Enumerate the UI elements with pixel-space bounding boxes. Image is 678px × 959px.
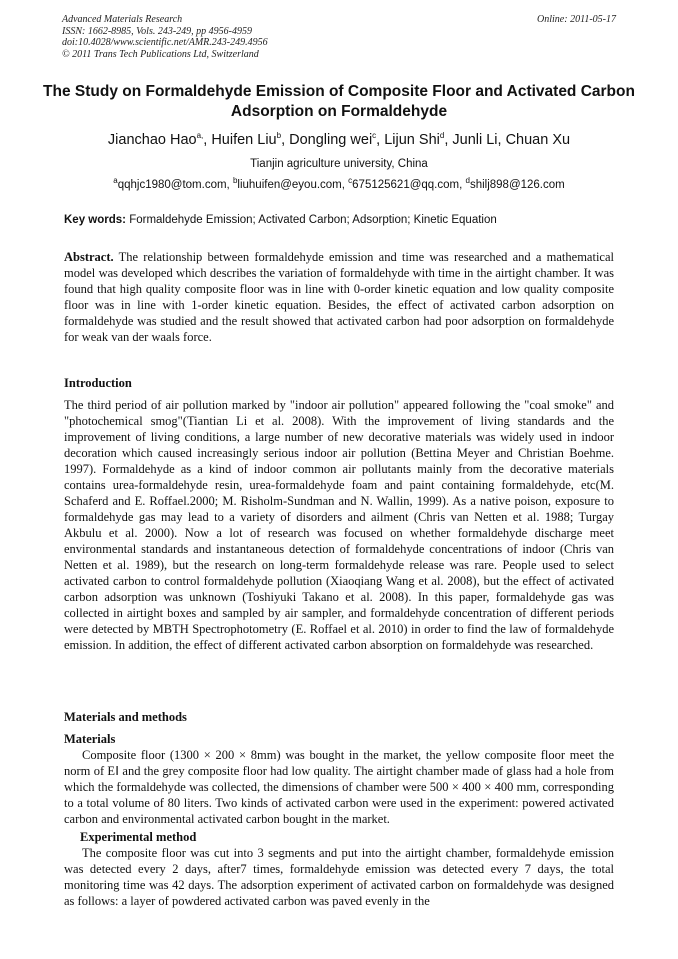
author-separator: ,	[203, 132, 212, 148]
author-name: Chuan Xu	[505, 132, 571, 148]
journal-name: Advanced Materials Research	[62, 14, 183, 25]
email-separator: ,	[226, 179, 233, 191]
experimental-paragraph: The composite floor was cut into 3 segments and put into the airtight chamber, formaldehyde emission was detected every 2 days, after7 times, formaldehyde emission was detected every 7 days, the total monitoring time was 42 days. The adsorption experiment of activated carbon on formaldehyde was designed as follows: a layer of powdered activated carbon was paved evenly in the	[64, 846, 614, 908]
author-name: Lijun Shi	[384, 132, 440, 148]
journal-copyright: © 2011 Trans Tech Publications Ltd, Switzerland	[62, 48, 259, 60]
author-list	[20, 130, 658, 150]
author-affil-mark: b	[276, 131, 282, 141]
email-mark: c	[348, 176, 353, 186]
author-name: Junli Li	[452, 132, 498, 148]
keywords-text: Formaldehyde Emission; Activated Carbon; Adsorption; Kinetic Equation	[126, 214, 497, 226]
journal-issn: ISSN: 1662-8985, Vols. 243-249, pp 4956-4959	[62, 25, 252, 37]
abstract-label: Abstract.	[64, 250, 114, 264]
email-address[interactable]: liuhuifen@eyou.com	[237, 179, 342, 191]
author-separator: ,	[444, 132, 453, 148]
email-separator: ,	[341, 179, 349, 191]
paper-title: The Study on Formaldehyde Emission of Composite Floor and Activated Carbon Adsorption on Formaldehyde	[43, 83, 635, 120]
email-list	[20, 178, 658, 193]
materials-paragraph: Composite floor (1300 × 200 × 8mm) was bought in the market, the yellow composite floor meet the norm of EⅠ and the grey composite floor had low quality. The airtight chamber made of glass had a hole from which the formaldehyde was collected, the dimensions of chamber were 500 × 400 × 400 mm, corresponding to a total volume of 80 liters. Two kinds of activated carbon were used in the experiment: powered activated carbon and environmental activated carbon bought in the market.	[64, 748, 614, 826]
materials-heading: Materials	[64, 732, 116, 746]
keywords	[64, 213, 616, 228]
journal-doi: doi:10.4028/www.scientific.net/AMR.243-249.4956	[62, 37, 268, 48]
author-affil-mark: a,	[196, 131, 204, 141]
materials-text	[64, 747, 614, 827]
email-separator: ,	[459, 179, 466, 191]
author-affil-mark: c	[372, 131, 377, 141]
keywords-label: Key words:	[64, 214, 126, 226]
author-separator: ,	[497, 132, 506, 148]
author-separator: ,	[376, 132, 385, 148]
author-separator: ,	[281, 132, 290, 148]
introduction-paragraph: The third period of air pollution marked by "indoor air pollution" appeared following the "coal smoke" and "photochemical smog"(Tiantian Li et al. 2008). With the improvement of living standards and the improvement of living conditions, a large number of new decorative materials was widely used in indoor decoration which caused increasingly serious indoor air pollution (Bettina Meyer and Christian Boehme. 1997). Formaldehyde as a kind of indoor common air pollutants mainly from the decorative materials contains urea-formaldehyde resin, urea-formaldehyde foam and paint containing formaldehyde, etc(M. Schaferd and E. Roffael.2000; M. Risholm-Sundman and N. Wallin, 1999). As a native poison, exposure to formaldehyde gas may lead to a variety of disorders and ailment (Chris van Netten et al. 1988; Turgay Akbulu et al. 2000). Now a lot of research was focused on whether formaldehyde discharge meet environmental standards and instantaneous detection of formaldehyde concentrations of indoor (Chris van Netten et al. 1989), but the research on long-term formaldehyde release was rare. People used to select activated carbon to control formaldehyde pollution (Xiaoqiang Wang et al. 2008), but the effect of activated carbon adsorption was unknown (Toshiyuki Takano et al. 2008). In this paper, formaldehyde gas was collected in airtight boxes and sampled by air sampler, and formaldehyde concentration of different periods were detected by MBTH Spectrophotometry (E. Roffael et al. 2010) in order to find the law of formaldehyde emission. In addition, the effect of different activated carbon absorption on formaldehyde was researched.	[64, 398, 614, 652]
email-address[interactable]: shilj898@126.com	[469, 179, 565, 191]
experimental-text	[64, 845, 614, 909]
email-mark: a	[113, 176, 118, 186]
email-mark: d	[465, 176, 470, 186]
author-name: Huifen Liu	[211, 132, 277, 148]
methods-heading: Materials and methods	[64, 710, 187, 724]
introduction-heading: Introduction	[64, 376, 132, 390]
email-address[interactable]: 675125621@qq.com	[352, 179, 460, 191]
email-mark: b	[232, 176, 238, 186]
experimental-heading: Experimental method	[80, 830, 197, 844]
online-date: Online: 2011-05-17	[537, 14, 616, 25]
introduction-text	[64, 397, 614, 653]
affiliation: Tianjin agriculture university, China	[250, 158, 428, 170]
abstract	[64, 249, 614, 345]
email-address[interactable]: qqhjc1980@tom.com	[117, 179, 227, 191]
author-affil-mark: d	[439, 131, 445, 141]
author-name: Jianchao Hao	[107, 132, 197, 148]
abstract-text: The relationship between formaldehyde emission and time was researched and a mathematical model was developed which describes the variation of formaldehyde with time in the airtight chamber. It was found that high quality composite floor was in line with 0-order kinetic equation and low quality composite floor was in line with 1-order kinetic equation. Besides, the effect of activated carbon adsorption on formaldehyde was studied and the result showed that activated carbon had poor adsorption on formaldehyde for weak van der waals force.	[64, 250, 614, 344]
journal-header	[62, 14, 616, 60]
author-name: Dongling wei	[289, 132, 373, 148]
